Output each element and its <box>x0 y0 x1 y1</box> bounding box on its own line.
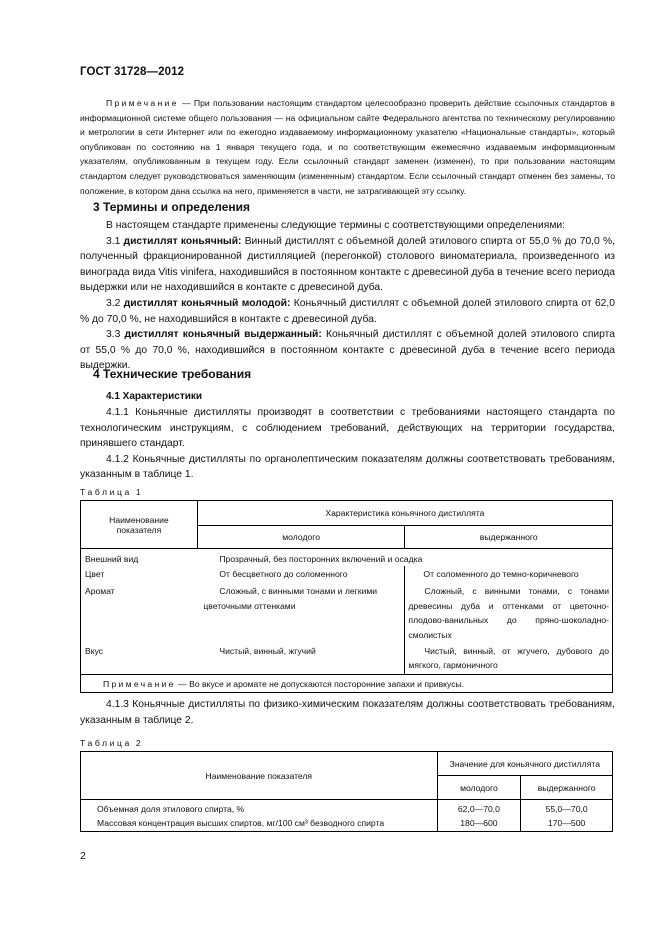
table-1-col-young: молодого <box>197 526 405 549</box>
table-1-caption: Таблица 1 <box>80 487 141 497</box>
note-label: Примечание <box>106 98 179 108</box>
term-number: 3.2 <box>106 297 121 309</box>
note-text: — При пользовании настоящим стандартом целесообразно проверить действие ссылочных стандартов в информационной системе общего пользования — на официальном сайте Федерального агентства по техническому регулированию и метрологии в сети Интернет или по ежегодно издаваемому информационному указателю «Национальные стандарты», который опубликован по состоянию на 1 января текущего года, и по соответствующим ежемесячно издаваемым информационным указателям, опубликованным в текущем году. Если ссылочный стандарт заменен (изменен), то при пользовании настоящим стандартом следует руководствоваться заменяющим (измененным) стандартом. Если ссылочный стандарт отменен без замены, то положение, в котором дана ссылка на него, применяется в части, не затрагивающей эту ссылку. <box>80 98 615 196</box>
table-2-col-young: молодого <box>437 776 521 800</box>
table-row: Массовая концентрация высших спиртов, мг/100 см³ безводного спирта 180—600 170—500 <box>81 816 613 832</box>
term-definition: Винный дистиллят с объемной долей этилового спирта от 55,0 % до 70,0 %, полученный фракционированной дистилляцией (перегонкой) столового виноматериала, произведенного из винограда вида Vitis vinifera, находившийся в постоянном контакте с древесиной дуба в течение всего периода выдержки или не находившийся в контакте с древесиной дуба. <box>80 235 615 294</box>
term-number: 3.3 <box>106 329 121 341</box>
term-definition: Коньячный дистиллят с объемной долей этилового спирта от 55,0 % до 70,0 %, находившийся в постоянном контакте с древесиной дуба в течение всего периода выдержки. <box>80 329 615 372</box>
table-1-col-name: Наименование показателя <box>81 501 198 549</box>
para-4-1-2: 4.1.2 Коньячные дистилляты по органолептическим показателям должны соответствовать требованиям, указанным в таблице 1. <box>80 453 615 481</box>
term-name: дистиллят коньячный выдержанный: <box>124 329 322 341</box>
term-name: дистиллят коньячный: <box>123 235 242 247</box>
document-header: ГОСТ 31728—2012 <box>80 66 185 78</box>
table-row: Вкус Чистый, винный, жгучий Чистый, винный, от жгучего, дубового до мягкого, гармоничного <box>81 642 613 674</box>
table-row: Аромат Сложный, с винными тонами и легкими цветочными оттенками Сложный, с винными тонами, с тонами древесины дуба и оттенками от цветочно-плодово-ванильных до пряно-шоколадно-смолистых <box>81 583 613 642</box>
section-4-heading: 4 Технические требования <box>93 367 252 381</box>
term-number: 3.1 <box>106 235 121 247</box>
para-4-1-3: 4.1.3 Коньячные дистилляты по физико-химическим показателям должны соответствовать требованиям, указанным в таблице 2. <box>80 699 615 726</box>
table-2-col-aged: выдержанного <box>521 776 613 800</box>
section-4-body <box>80 405 615 483</box>
para-4-1-1: 4.1.1 Коньячные дистилляты производят в соответствии с требованиями настоящего стандарта по технологическим инструкциям, с соблюдением требований, действующих на территории государства, принявшего стандарт. <box>80 407 615 450</box>
table-row: Цвет От бесцветного до соломенного От соломенного до темно-коричневого <box>81 566 613 583</box>
table-row: Внешний вид Прозрачный, без посторонних включений и осадка <box>81 549 613 567</box>
section-4-1-heading: 4.1 Характеристики <box>106 391 203 402</box>
para-4-1-3-block <box>80 697 615 728</box>
term-name: дистиллят коньячный молодой: <box>123 297 291 309</box>
page-number: 2 <box>80 850 86 862</box>
table-2-col-group: Значение для коньячного дистиллята <box>437 752 612 776</box>
table-1-col-group: Характеристика коньячного дистиллята <box>197 501 612 526</box>
table-2-col-name: Наименование показателя <box>81 752 438 800</box>
section-3-heading: 3 Термины и определения <box>93 200 251 214</box>
term-3-1 <box>80 234 615 296</box>
term-3-2 <box>80 296 615 327</box>
table-2-caption: Таблица 2 <box>80 738 141 748</box>
table-1-col-aged: выдержанного <box>405 526 613 549</box>
table-1 <box>80 500 613 693</box>
section-3-intro: В настоящем стандарте применены следующие термины с соответствующими определениями: <box>106 220 566 231</box>
section-3-body <box>80 218 615 374</box>
table-2 <box>80 751 613 832</box>
term-definition: Коньячный дистиллят с объемной долей этилового спирта от 62,0 % до 70,0 %, не находившийся в контакте с древесиной дуба. <box>80 297 615 325</box>
table-row: Объемная доля этилового спирта, % 62,0—70,0 55,0—70,0 <box>81 800 613 816</box>
table-1-note: Примечание — Во вкусе и аромате не допускаются посторонние запахи и привкусы. <box>81 674 613 692</box>
normative-note <box>80 96 615 198</box>
